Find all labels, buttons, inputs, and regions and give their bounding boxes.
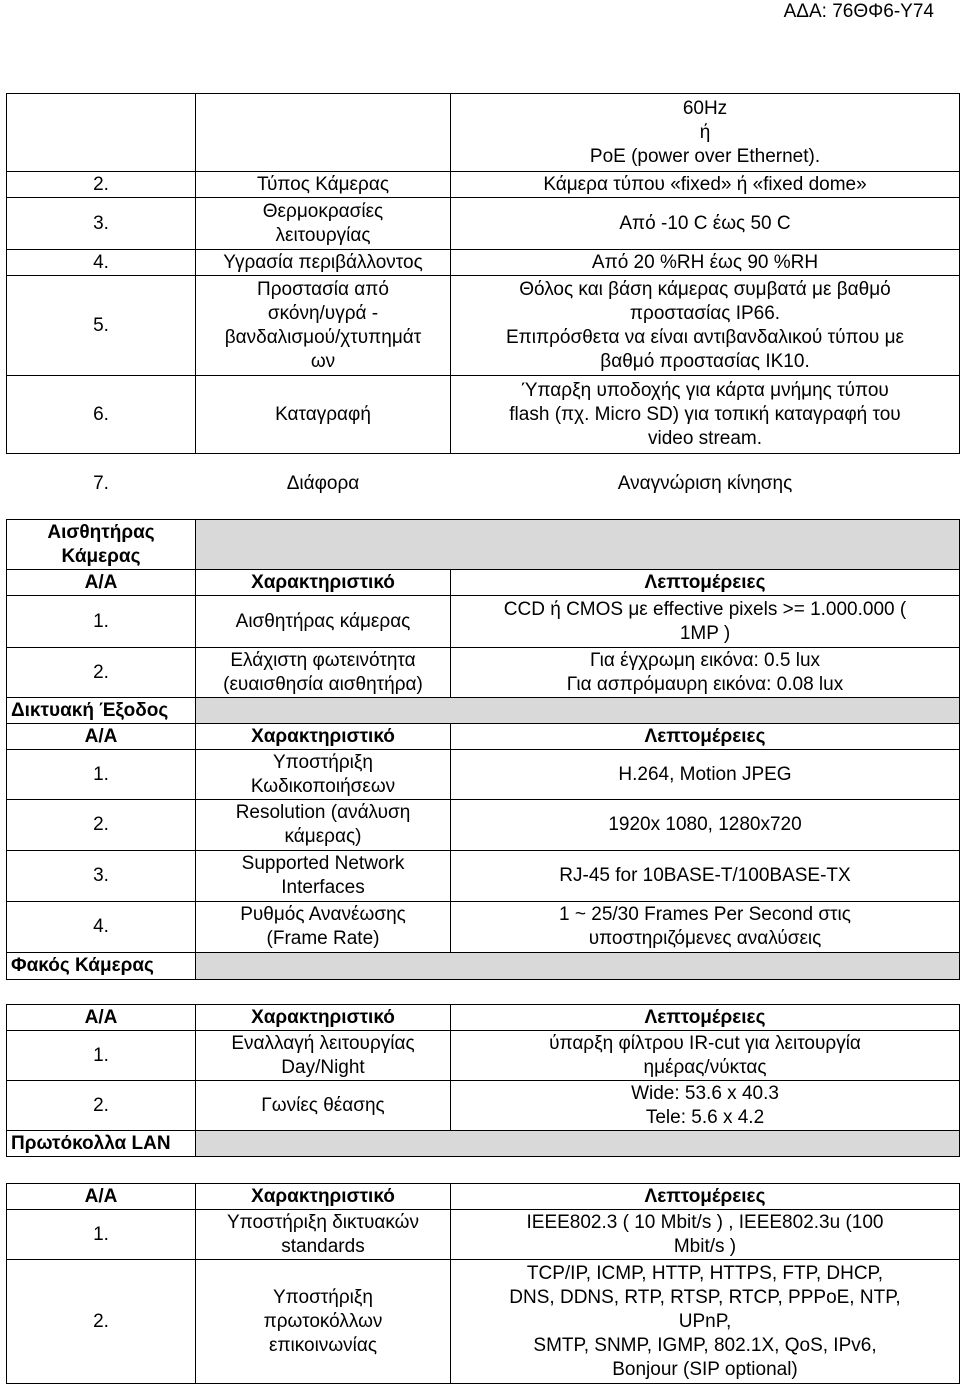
row-feature: Καταγραφή (196, 376, 451, 454)
table-row (7, 454, 960, 514)
column-header-feature: Χαρακτηριστικό (196, 1005, 451, 1031)
row-feature: Γωνίες θέασης (196, 1081, 451, 1131)
row-details: H.264, Motion JPEG (451, 750, 960, 800)
row-number: 3. (7, 851, 196, 902)
section-header-row (7, 520, 960, 570)
column-header-num: Α/Α (7, 570, 196, 596)
section-title-lens: Φακός Κάμερας (7, 953, 196, 980)
column-header-feature: Χαρακτηριστικό (196, 1184, 451, 1210)
row-feature: Υποστήριξη δικτυακών standards (196, 1210, 451, 1260)
column-header-details: Λεπτομέρειες (451, 1005, 960, 1031)
section-filler (196, 520, 960, 570)
row-number: 2. (7, 1081, 196, 1131)
column-header-row (7, 1184, 960, 1210)
row-number: 2. (7, 800, 196, 851)
row-feature: Ρυθμός Ανανέωσης (Frame Rate) (196, 902, 451, 953)
row-number: 4. (7, 250, 196, 276)
lan-table (6, 1183, 960, 1384)
row-details: ύπαρξη φίλτρου IR-cut για λειτουργία ημέρας/νύκτας (451, 1031, 960, 1081)
row-number: 1. (7, 750, 196, 800)
row-feature: Supported Network Interfaces (196, 851, 451, 902)
section-filler (196, 1131, 960, 1157)
column-header-feature: Χαρακτηριστικό (196, 570, 451, 596)
row-details: Ύπαρξη υποδοχής για κάρτα μνήμης τύπου flash (πχ. Micro SD) για τοπική καταγραφή του video stream. (451, 376, 960, 454)
table-row (7, 648, 960, 698)
row-details: TCP/IP, ICMP, HTTP, HTTPS, FTP, DHCP, DNS, DDNS, RTP, RTSP, RTCP, PPPoE, NTP, UPnP, SMTP, SNMP, IGMP, 802.1X, QoS, IPv6, Bonjour (SIP optional) (451, 1260, 960, 1384)
row-details: IEEE802.3 ( 10 Mbit/s ) , IEEE802.3u (100 Mbit/s ) (451, 1210, 960, 1260)
column-header-num: Α/Α (7, 724, 196, 750)
section-filler (196, 698, 960, 724)
column-header-details: Λεπτομέρειες (451, 570, 960, 596)
row-feature: Τύπος Κάμερας (196, 172, 451, 198)
table-row (7, 276, 960, 376)
row-feature: Ελάχιστη φωτεινότητα (ευαισθησία αισθητήρα) (196, 648, 451, 698)
row-details: 1920x 1080, 1280x720 (451, 800, 960, 851)
row-details: Κάμερα τύπου «fixed» ή «fixed dome» (451, 172, 960, 198)
row-details: 1 ~ 25/30 Frames Per Second στις υποστηριζόμενες αναλύσεις (451, 902, 960, 953)
row-number: 2. (7, 648, 196, 698)
table-row (7, 376, 960, 454)
row-details: Wide: 53.6 x 40.3 Tele: 5.6 x 4.2 (451, 1081, 960, 1131)
row-number: 6. (7, 376, 196, 454)
table-row (7, 902, 960, 953)
section-header-row (7, 1131, 960, 1157)
row-number: 5. (7, 276, 196, 376)
row-number: 4. (7, 902, 196, 953)
table-row (7, 1031, 960, 1081)
table-row (7, 1260, 960, 1384)
table-row (7, 250, 960, 276)
page-id: ΑΔΑ: 76ΘΦ6-Υ74 (783, 1, 934, 22)
column-header-row (7, 570, 960, 596)
network-table (6, 697, 960, 980)
row-details: RJ-45 for 10BASE-T/100BASE-TX (451, 851, 960, 902)
column-header-num: Α/Α (7, 1005, 196, 1031)
row-details: Από 20 %RH έως 90 %RH (451, 250, 960, 276)
row-feature: Resolution (ανάλυση κάμερας) (196, 800, 451, 851)
row-details: Αναγνώριση κίνησης (617, 472, 793, 494)
row-details: Θόλος και βάση κάμερας συμβατά με βαθμό προστασίας IP66. Επιπρόσθετα να είναι αντιβανδαλικού τύπου με βαθμό προστασίας IK10. (451, 276, 960, 376)
section-header-row (7, 698, 960, 724)
row-number: 3. (7, 198, 196, 250)
row-feature: Θερμοκρασίες λειτουργίας (196, 198, 451, 250)
column-header-feature: Χαρακτηριστικό (196, 724, 451, 750)
row-number: 1. (7, 596, 196, 648)
column-header-num: Α/Α (7, 1184, 196, 1210)
row-number: 7. (93, 472, 109, 494)
section-filler (196, 953, 960, 980)
table-row (7, 198, 960, 250)
row-feature: Υγρασία περιβάλλοντος (196, 250, 451, 276)
section-title-sensor: Αισθητήρας Κάμερας (7, 520, 196, 570)
table-row (7, 750, 960, 800)
row-feature: Προστασία από σκόνη/υγρά - βανδαλισμού/χτυπημάτ ων (196, 276, 451, 376)
row-feature (196, 94, 451, 172)
row-feature: Διάφορα (286, 472, 360, 494)
row-feature: Εναλλαγή λειτουργίας Day/Night (196, 1031, 451, 1081)
row-details: Από -10 C έως 50 C (451, 198, 960, 250)
row-number: 1. (7, 1031, 196, 1081)
row-number: 1. (7, 1210, 196, 1260)
sensor-table (6, 519, 960, 698)
table-row (7, 851, 960, 902)
section-title-network: Δικτυακή Έξοδος (7, 698, 196, 724)
row-feature: Υποστήριξη πρωτοκόλλων επικοινωνίας (196, 1260, 451, 1384)
row-number: 2. (7, 1260, 196, 1384)
table-row (7, 800, 960, 851)
row-feature: Υποστήριξη Κωδικοποιήσεων (196, 750, 451, 800)
row-details: 60Hz ή PoE (power over Ethernet). (451, 94, 960, 172)
column-header-details: Λεπτομέρειες (451, 1184, 960, 1210)
lens-table (6, 1004, 960, 1157)
section-header-row (7, 953, 960, 980)
table-row (7, 596, 960, 648)
column-header-row (7, 1005, 960, 1031)
table-row (7, 1081, 960, 1131)
row-details: CCD ή CMOS με effective pixels >= 1.000.000 ( 1MP ) (451, 596, 960, 648)
section-title-lan: Πρωτόκολλα LAN (7, 1131, 196, 1157)
row-feature: Αισθητήρας κάμερας (196, 596, 451, 648)
row-number: 2. (7, 172, 196, 198)
column-header-details: Λεπτομέρειες (451, 724, 960, 750)
column-header-row (7, 724, 960, 750)
row-number (7, 94, 196, 172)
spec-table-continued (6, 93, 960, 514)
table-row (7, 172, 960, 198)
table-row (7, 94, 960, 172)
row-details: Για έγχρωμη εικόνα: 0.5 lux Για ασπρόμαυρη εικόνα: 0.08 lux (451, 648, 960, 698)
table-row (7, 1210, 960, 1260)
